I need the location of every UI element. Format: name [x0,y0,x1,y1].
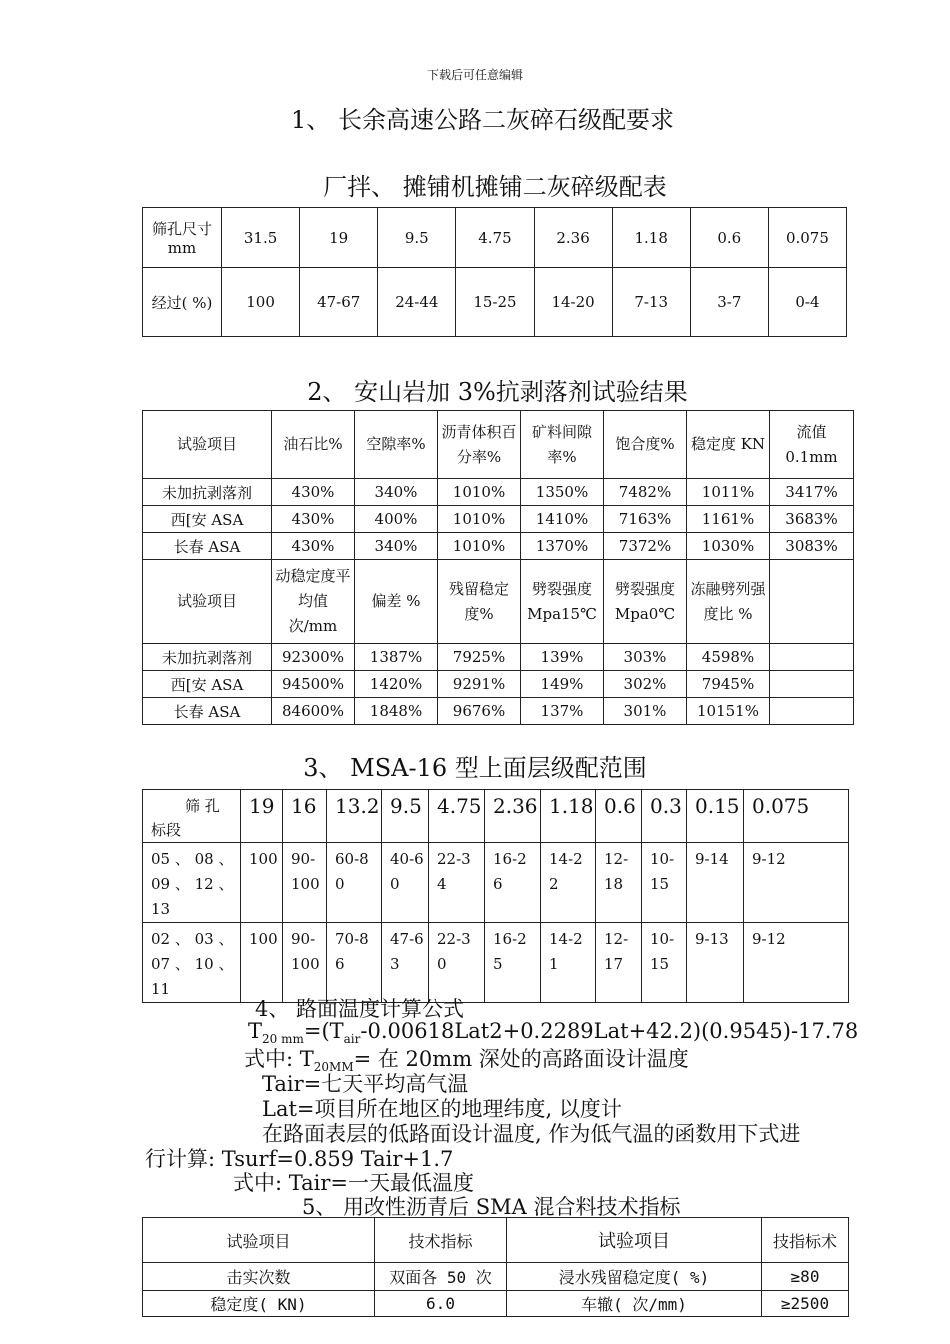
table-row [143,506,854,533]
header-row [143,560,854,644]
table-cell: 92300% [272,644,355,671]
range-cell: 12-17 [596,923,642,1003]
header-cell: 油石比% [272,411,355,479]
header-cell: 劈裂强度Mpa0℃ [604,560,687,644]
table-row [143,533,854,560]
range-cell: 9-12 [744,923,849,1003]
table-cell: 1010% [438,533,521,560]
table-cell: 340% [355,533,438,560]
header-cell: 试验项目 [143,1218,375,1263]
table-cell: 7163% [604,506,687,533]
table-cell: 未加抗剥落剂 [143,644,272,671]
table-cell: 3417% [770,479,854,506]
range-cell: 10-15 [642,843,687,923]
section1-title: 1、 长余高速公路二灰碎石级配要求 [291,106,674,134]
range-cell: 9-12 [744,843,849,923]
header-row [143,790,849,843]
passing-cell: 0-4 [768,268,846,337]
range-cell: 90-100 [283,923,327,1003]
size-cell: 0.15 [687,790,744,843]
passing-cell: 14-20 [534,268,612,337]
range-cell: 100 [241,923,283,1003]
tair-definition: Tair=七天平均高气温 [262,1072,469,1096]
size-cell: 0.6 [690,208,768,268]
low-temp-paragraph: 在路面表层的低路面设计温度, 作为低气温的函数用下式进 [262,1122,801,1146]
header-cell: 矿料间隙率% [521,411,604,479]
size-cell: 0.075 [744,790,849,843]
table-cell: 1387% [355,644,438,671]
range-cell: 90-100 [283,843,327,923]
table-cell: 1161% [687,506,770,533]
table-cell: 长春 ASA [143,698,272,725]
table-cell: 长春 ASA [143,533,272,560]
table-cell: 7945% [687,671,770,698]
table-cell: 430% [272,533,355,560]
table-cell: 1011% [687,479,770,506]
range-cell: 40-60 [382,843,429,923]
corner-label-sieve: 筛 孔 [185,797,220,815]
range-cell: 100 [241,843,283,923]
range-cell: 16-26 [485,843,541,923]
section-label: 02 、 03 、07 、 10 、11 [143,923,241,1003]
header-cell: 偏差 % [355,560,438,644]
section2-title: 2、 安山岩加 3%抗剥落剂试验结果 [307,378,688,406]
header-cell: 沥青体积百分率% [438,411,521,479]
table-row [143,698,854,725]
range-cell: 14-21 [541,923,596,1003]
table-row [143,671,854,698]
table-row [143,644,854,671]
table-cell: 1010% [438,506,521,533]
section3-title: 3、 MSA-16 型上面层级配范围 [303,754,647,782]
table-cell [770,671,854,698]
header-cell: 流值0.1mm [770,411,854,479]
corner-label-section: 标段 [151,821,182,839]
passing-cell: 7-13 [612,268,690,337]
header-note: 下载后可任意编辑 [426,68,523,82]
section1-subtitle: 厂拌、 摊铺机摊铺二灰碎级配表 [323,173,667,201]
table-cell: 1848% [355,698,438,725]
table-cell: 430% [272,506,355,533]
passing-cell: 15-25 [456,268,534,337]
range-cell: 9-13 [687,923,744,1003]
table-cell: 84600% [272,698,355,725]
table-cell: 击实次数 [143,1263,375,1291]
header-cell: 试验项目 [143,411,272,479]
corner-cell [143,790,241,843]
sma-spec-table [142,1217,849,1317]
table-cell: 车辙( 次/mm) [507,1291,762,1317]
table-cell: 303% [604,644,687,671]
temp-formula: $T_{20 mm}=(T_{air}-0.00618Lat2+0.2289Lat+42.2)(0.9545)-17.78$ [248,1019,859,1047]
table-cell: 1370% [521,533,604,560]
size-cell: 9.5 [378,208,456,268]
table-cell: 10151% [687,698,770,725]
table-cell: 未加抗剥落剂 [143,479,272,506]
header-cell: 劈裂强度Mpa15℃ [521,560,604,644]
passing-cell: 3-7 [690,268,768,337]
header-cell: 冻融劈列强度比 % [687,560,770,644]
table-cell: 137% [521,698,604,725]
section5-title: 5、 用改性沥青后 SMA 混合料技术指标 [302,1195,681,1219]
table-cell: 1010% [438,479,521,506]
range-cell: 10-15 [642,923,687,1003]
table-cell: ≥80 [762,1263,849,1291]
header-cell: 试验项目 [507,1218,762,1263]
table-cell: ≥2500 [762,1291,849,1317]
size-cell: 0.6 [596,790,642,843]
size-cell: 31.5 [222,208,300,268]
header-row [143,411,854,479]
table-row [143,843,849,923]
table-cell: 6.0 [375,1291,507,1317]
size-cell: 19 [241,790,283,843]
table-cell: 340% [355,479,438,506]
table-cell: 西[安 ASA [143,671,272,698]
range-cell: 22-34 [429,843,485,923]
size-cell: 19 [300,208,378,268]
header-cell [770,560,854,644]
table-cell: 94500% [272,671,355,698]
table-cell: 3683% [770,506,854,533]
header-cell: 稳定度 KN [687,411,770,479]
table-cell: 双面各 50 次 [375,1263,507,1291]
range-cell: 14-22 [541,843,596,923]
section-label: 05 、 08 、09 、 12 、13 [143,843,241,923]
size-cell: 9.5 [382,790,429,843]
table-cell: 4598% [687,644,770,671]
table-cell: 西[安 ASA [143,506,272,533]
table-cell: 浸水残留稳定度( %) [507,1263,762,1291]
range-cell: 22-30 [429,923,485,1003]
gradation-table-1 [142,207,847,337]
table-cell: 1350% [521,479,604,506]
table-cell: 7925% [438,644,521,671]
msa16-gradation-table [142,789,849,1003]
size-cell: 0.3 [642,790,687,843]
table-cell: 9676% [438,698,521,725]
size-cell: 4.75 [456,208,534,268]
range-cell: 9-14 [687,843,744,923]
table-cell [770,698,854,725]
table-row [143,923,849,1003]
header-cell: 技术指标 [375,1218,507,1263]
antistrip-test-table [142,410,854,725]
range-cell: 60-80 [327,843,382,923]
size-cell: 2.36 [485,790,541,843]
table-cell: 1420% [355,671,438,698]
section4-title: 4、 路面温度计算公式 [255,997,465,1021]
size-cell: 1.18 [612,208,690,268]
header-cell: 试验项目 [143,560,272,644]
table-cell: 301% [604,698,687,725]
table-cell: 9291% [438,671,521,698]
header-cell: 饱合度% [604,411,687,479]
low-temp-formula: 行计算: Tsurf=0.859 Tair+1.7 [145,1147,454,1171]
header-cell: 动稳定度平均值次/mm [272,560,355,644]
range-cell: 16-25 [485,923,541,1003]
row-label-passing: 经过( %) [143,268,222,337]
header-cell: 残留稳定度% [438,560,521,644]
table-cell: 稳定度( KN) [143,1291,375,1317]
table-cell: 7482% [604,479,687,506]
table-cell: 1030% [687,533,770,560]
low-temp-definition: 式中: Tair=一天最低温度 [233,1171,474,1195]
table-cell: 430% [272,479,355,506]
table-cell: 302% [604,671,687,698]
header-cell: 技指标术 [762,1218,849,1263]
table-cell: 400% [355,506,438,533]
passing-cell: 24-44 [378,268,456,337]
passing-cell: 100 [222,268,300,337]
passing-cell: 47-67 [300,268,378,337]
lat-definition: Lat=项目所在地区的地理纬度, 以度计 [262,1097,622,1121]
table-cell: 139% [521,644,604,671]
size-cell: 1.18 [541,790,596,843]
row-label-size: 筛孔尺寸mm [143,208,222,268]
table-cell: 1410% [521,506,604,533]
range-cell: 70-86 [327,923,382,1003]
size-cell: 2.36 [534,208,612,268]
range-cell: 47-63 [382,923,429,1003]
table-cell [770,644,854,671]
size-cell: 0.075 [768,208,846,268]
formula-definition: 式中: $T_{20MM}=$ 在 20mm 深处的高路面设计温度 [244,1047,689,1075]
header-cell: 空隙率% [355,411,438,479]
range-cell: 12-18 [596,843,642,923]
table-cell: 7372% [604,533,687,560]
size-cell: 4.75 [429,790,485,843]
size-cell: 16 [283,790,327,843]
table-cell: 149% [521,671,604,698]
size-cell: 13.2 [327,790,382,843]
table-row [143,479,854,506]
table-cell: 3083% [770,533,854,560]
